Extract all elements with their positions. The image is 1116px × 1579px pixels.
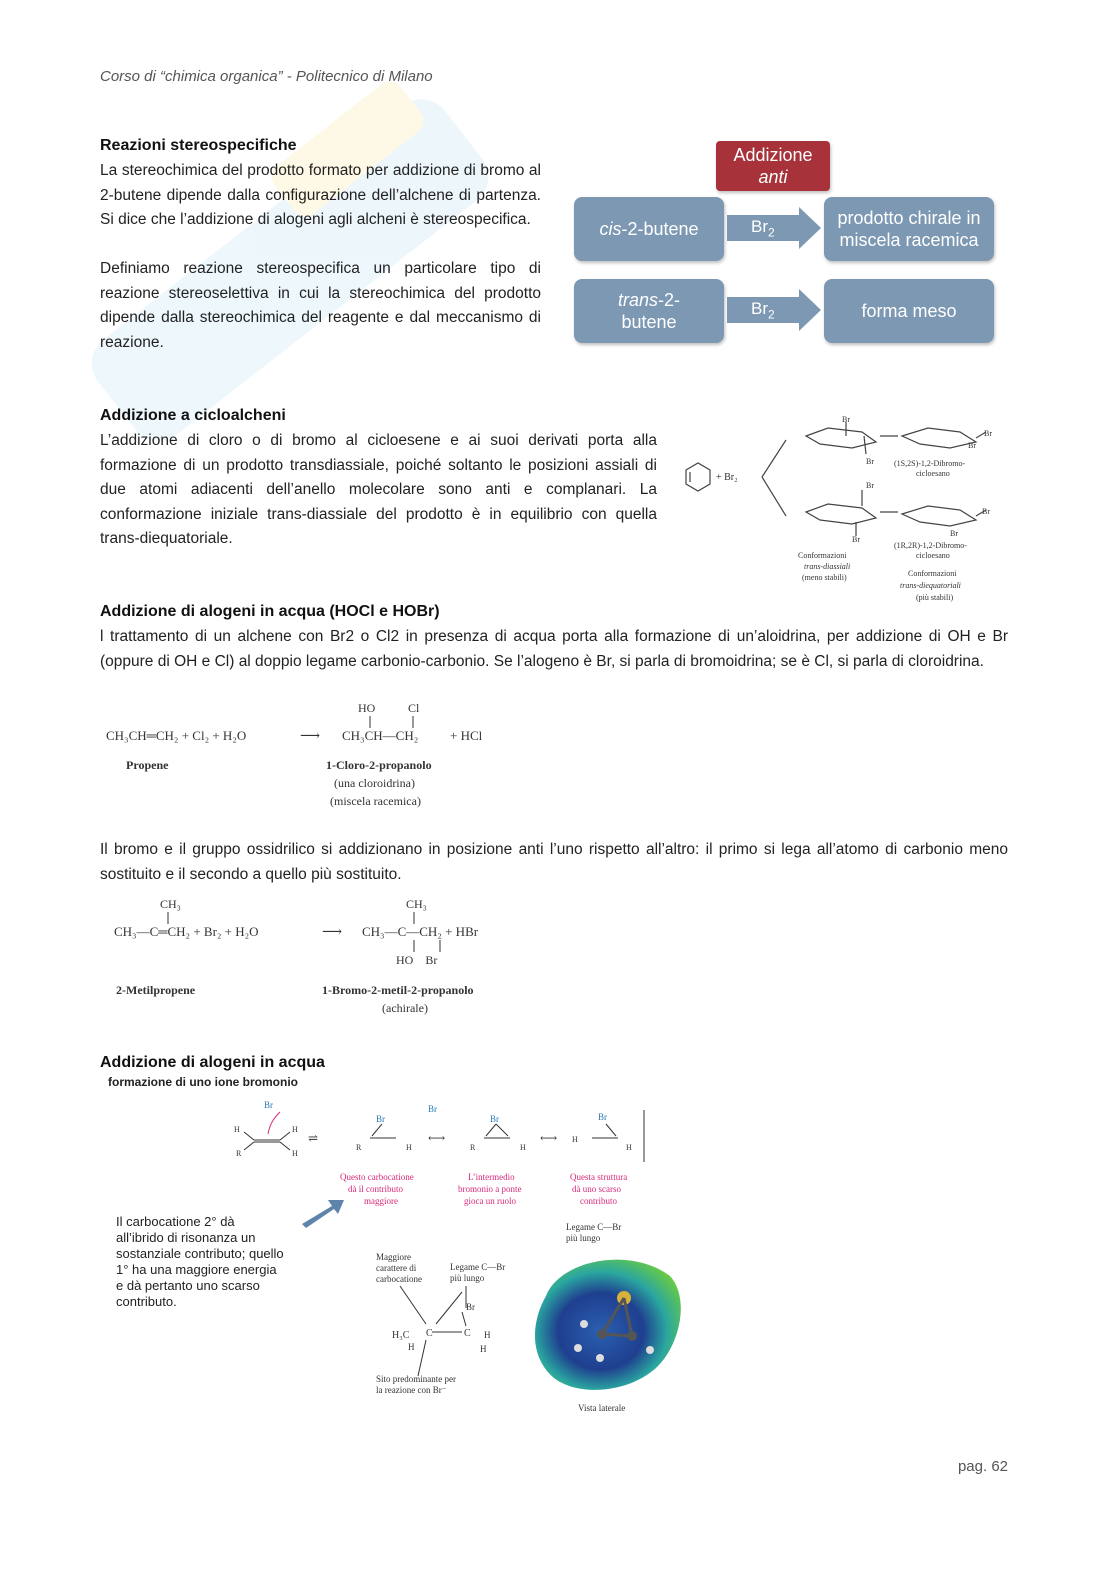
flow-arrow-2 bbox=[727, 289, 821, 331]
lbl-major-2: carattere di bbox=[376, 1263, 417, 1273]
lbl-site-2: la reazione con Br⁻ bbox=[376, 1385, 447, 1395]
product1-label-a: (1S,2S)-1,2-Dibromo- bbox=[894, 459, 966, 468]
paragraph-halohydrin-1: l trattamento di un alchene con Br2 o Cl2 in presenza di acqua porta alla formazione di un’aloidrina, per addizione di OH e Br (oppure di OH e Cl) al doppio legame carbonio-carbonio. Se l’alogeno è Br, si parla di bromoidrina; se è Cl, si parla di cloroidrina. bbox=[100, 628, 1008, 670]
c-label: C bbox=[426, 1328, 433, 1339]
rxn2-arrow: ⟶ bbox=[322, 925, 343, 940]
rxn1-note1: (una cloroidrina) bbox=[334, 776, 415, 790]
page-number: pag. 62 bbox=[957, 1458, 1008, 1475]
h-label: H bbox=[626, 1143, 632, 1152]
lbl-long-2b: più lungo bbox=[566, 1233, 601, 1243]
section-title-cycloalkenes: Addizione a cicloalcheni bbox=[100, 407, 286, 424]
section-title-halohydrin: Addizione di alogeni in acqua (HOCl e HOBr) bbox=[100, 603, 440, 620]
caption3-a: Questa struttura bbox=[570, 1172, 628, 1182]
caption2-b: bromonio a ponte bbox=[458, 1184, 522, 1194]
h-label: H bbox=[408, 1342, 415, 1352]
figure-cyclohexene-bromination bbox=[676, 410, 1006, 610]
cyclo-reagent: + Br₂ bbox=[716, 472, 738, 483]
lbl-site-1: Sito predominante per bbox=[376, 1374, 456, 1384]
lbl-side-view: Vista laterale bbox=[578, 1403, 626, 1413]
cis-prefix: cis bbox=[599, 219, 622, 239]
r-label: R bbox=[470, 1143, 476, 1152]
h-label: H bbox=[234, 1125, 240, 1134]
rxn2-note: (achirale) bbox=[382, 1001, 428, 1015]
flow-trans-butene bbox=[574, 279, 724, 343]
flow-product-racemic: prodotto chirale in miscela racemica bbox=[824, 197, 994, 261]
rxn2-bottom: HO Br bbox=[396, 953, 438, 967]
caption1-a: Questo carbocatione bbox=[340, 1172, 414, 1182]
arrow-label-2: $Br_2$ bbox=[751, 299, 775, 322]
section-subtitle-bromonium: formazione di uno ione bromonio bbox=[108, 1075, 298, 1089]
rxn1-name-rhs: 1-Cloro-2-propanolo bbox=[326, 758, 432, 772]
br-label: Br bbox=[490, 1114, 499, 1124]
h-label: H bbox=[520, 1143, 526, 1152]
paragraph-halohydrin-2: Il bromo e il gruppo ossidrilico si addizionano in posizione anti l’uno rispetto all’altro: il primo si lega all’atomo di carbonio meno sostituito e il secondo a quello più sostituito. bbox=[100, 841, 1008, 883]
product1-label-b: cicloesano bbox=[916, 469, 950, 478]
pointer-arrow-icon bbox=[298, 1196, 348, 1230]
res-arrow: ⟷ bbox=[540, 1131, 558, 1145]
caption3-b: dà uno scarso bbox=[572, 1184, 621, 1194]
rxn2-ch3-top-r: CH₃ bbox=[406, 897, 427, 911]
figure-bromonium-detail bbox=[370, 1216, 690, 1414]
conf1-a: Conformazioni bbox=[798, 551, 847, 560]
figure-reaction-bromohydrin bbox=[100, 890, 520, 1020]
br-label: Br bbox=[852, 535, 860, 544]
br-label: Br bbox=[376, 1114, 385, 1124]
section-title-stereospecific: Reazioni stereospecifiche bbox=[100, 137, 297, 154]
c-label: C bbox=[464, 1328, 471, 1339]
flow-cis-butene bbox=[574, 197, 724, 261]
br-label: Br bbox=[982, 507, 990, 516]
caption2-c: gioca un ruolo bbox=[464, 1196, 516, 1206]
rxn1-note2: (miscela racemica) bbox=[330, 794, 421, 808]
lbl-long-2: più lungo bbox=[450, 1273, 485, 1283]
h-label: H bbox=[292, 1125, 298, 1134]
trans-prefix: trans bbox=[617, 290, 659, 310]
rxn1-arrow: ⟶ bbox=[300, 729, 321, 744]
trans-name2: butene bbox=[621, 312, 677, 332]
lbl-long-1: Legame C—Br bbox=[450, 1262, 506, 1272]
caption1-c: maggiore bbox=[364, 1196, 398, 1206]
rxn1-rhs: CH₃CH—CH₂ bbox=[342, 728, 419, 743]
caption1-b: dà il contributo bbox=[348, 1184, 403, 1194]
lbl-long-1b: Legame C—Br bbox=[566, 1222, 622, 1232]
br-label: Br bbox=[866, 457, 874, 466]
figure-reaction-chlorohydrin bbox=[100, 696, 520, 814]
rxn1-ho: HO bbox=[358, 701, 376, 715]
lbl-major-1: Maggiore bbox=[376, 1252, 411, 1262]
rxn1-byproduct: + HCl bbox=[450, 728, 483, 743]
rxn1-cl: Cl bbox=[408, 701, 420, 715]
conf2-a: Conformazioni bbox=[908, 569, 957, 578]
flow-product-meso: forma meso bbox=[824, 279, 994, 343]
lbl-major-3: carbocatione bbox=[376, 1274, 422, 1284]
br-label: Br bbox=[950, 529, 958, 538]
br-label: Br bbox=[598, 1112, 607, 1122]
conf1-c: (meno stabili) bbox=[802, 573, 847, 582]
paragraph-cycloalkenes: L’addizione di cloro o di bromo al cicloesene e ai suoi derivati porta alla formazione di un prodotto transdiassiale, poiché soltanto le posizioni assiali di due atomi adiacenti dell’anello molecolare sono anti e complanari. La conformazione iniziale trans-diassiale del prodotto è in equilibrio con quella trans-diequatoriale. bbox=[100, 432, 657, 547]
h-label: H bbox=[484, 1330, 491, 1340]
arrow-label-1: $Br_2$ bbox=[751, 217, 775, 240]
section-title-bromonium: Addizione di alogeni in acqua bbox=[100, 1054, 325, 1071]
rxn2-name-lhs: 2-Metilpropene bbox=[116, 983, 196, 997]
flow-header-line2: anti bbox=[758, 167, 788, 187]
paragraph-stereospecific-2: Definiamo reazione stereospecifica un particolare tipo di reazione stereoselettiva in cui la stereochimica del prodotto dipende dalla stereochimica del reagente e dal meccanismo di reazione. bbox=[100, 260, 541, 351]
br-label: Br bbox=[842, 415, 850, 424]
rxn1-name-lhs: Propene bbox=[126, 758, 169, 772]
eq-arrow: ⇌ bbox=[308, 1131, 319, 1145]
paragraph-stereospecific-1: La stereochimica del prodotto formato per addizione di bromo al 2-butene dipende dalla configurazione dell’alchene di partenza. Si dice che l’addizione di alogeni agli alcheni è stereospecifica. bbox=[100, 162, 541, 228]
conf1-b: trans-diassiali bbox=[804, 562, 851, 571]
r-label: R bbox=[356, 1143, 362, 1152]
br-label: Br bbox=[984, 429, 992, 438]
h3c-label: H₃C bbox=[392, 1330, 410, 1341]
product2-label-b: cicloesano bbox=[916, 551, 950, 560]
r-label: R bbox=[236, 1149, 242, 1158]
br-label: Br bbox=[264, 1100, 273, 1110]
br-label: Br bbox=[866, 481, 874, 490]
rxn2-ch3-top-l: CH₃ bbox=[160, 897, 181, 911]
product2-label-a: (1R,2R)-1,2-Dibromo- bbox=[894, 541, 967, 550]
note-carbocation: Il carbocatione 2° dà all’ibrido di risonanza un sostanziale contributo; quello 1° ha una maggiore energia e dà pertanto uno scarso contributo. bbox=[116, 1214, 284, 1309]
br-label: Br bbox=[466, 1302, 475, 1312]
conf2-b: trans-diequatoriali bbox=[900, 581, 961, 590]
flow-header-anti bbox=[716, 141, 830, 191]
figure-bromonium-resonance bbox=[220, 1094, 660, 1214]
rxn2-lhs: CH₃—C═CH₂ + Br₂ + H₂O bbox=[114, 924, 259, 939]
h-label: H bbox=[572, 1135, 578, 1144]
h-label: H bbox=[480, 1344, 487, 1354]
br-label: Br bbox=[428, 1104, 437, 1114]
cis-name: -2-butene bbox=[621, 219, 699, 239]
conf2-c: (più stabili) bbox=[916, 593, 954, 602]
res-arrow: ⟷ bbox=[428, 1131, 446, 1145]
page-header: Corso di “chimica organica” - Politecnico di Milano bbox=[100, 68, 433, 85]
rxn1-lhs: CH₃CH═CH₂ + Cl₂ + H₂O bbox=[106, 728, 247, 743]
rxn2-rhs: CH₃—C—CH₂ + HBr bbox=[362, 924, 479, 939]
h-label: H bbox=[406, 1143, 412, 1152]
br-label: Br bbox=[968, 441, 976, 450]
trans-name1: -2- bbox=[658, 290, 681, 310]
caption3-c: contributo bbox=[580, 1196, 617, 1206]
rxn2-name-rhs: 1-Bromo-2-metil-2-propanolo bbox=[322, 983, 474, 997]
caption2-a: L’intermedio bbox=[468, 1172, 515, 1182]
flow-arrow-1 bbox=[727, 207, 821, 249]
flow-header-line1: Addizione bbox=[733, 145, 813, 165]
h-label: H bbox=[292, 1149, 298, 1158]
